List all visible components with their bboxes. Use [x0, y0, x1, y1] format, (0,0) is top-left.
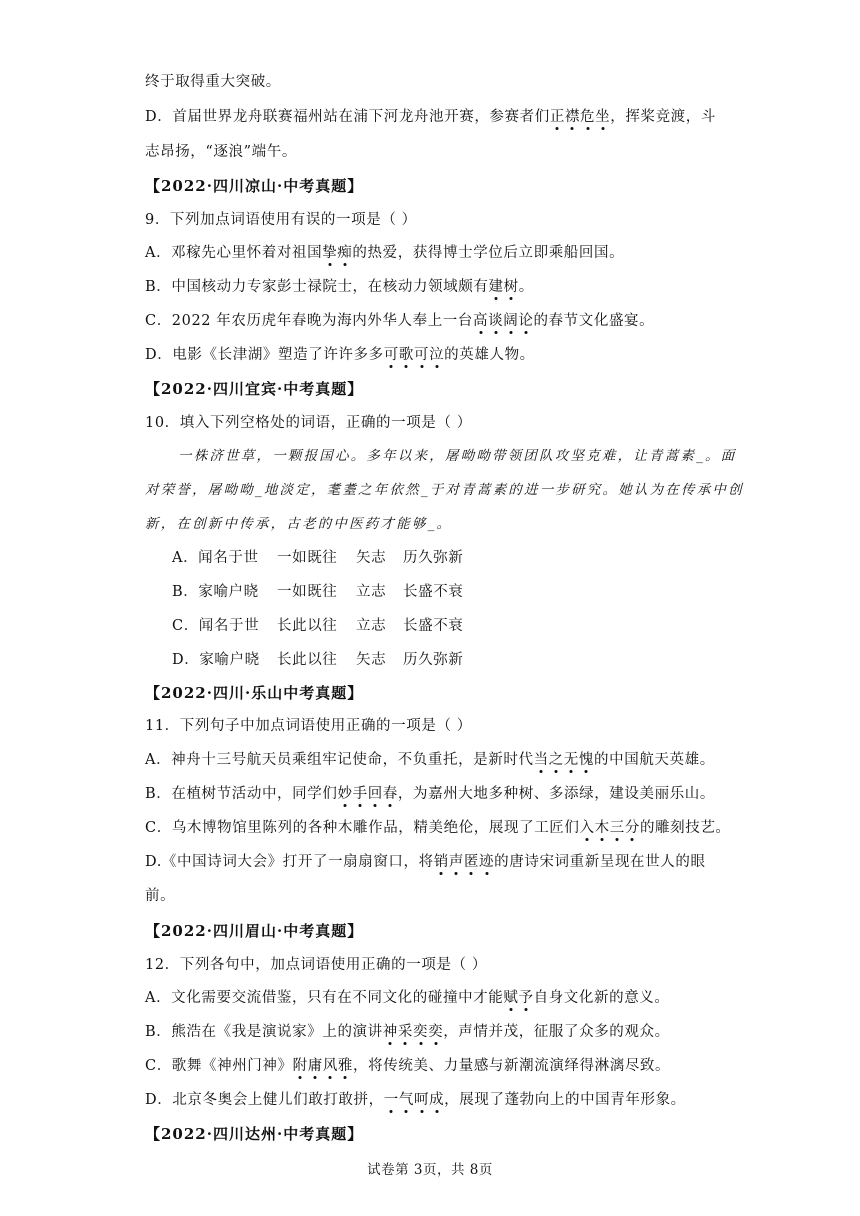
text-line [145, 1022, 670, 1042]
text-segment: 9．下列加点词语使用有误的一项是（ ） [145, 212, 417, 228]
emphasized-char: 愧 [578, 752, 595, 768]
emphasized-char: 奕 [428, 1024, 444, 1040]
text-segment: 【2022·四川凉山·中考真题】 [145, 177, 364, 195]
text-segment: 一株济世草，一颗报国心。多年以来，屠呦呦带领团队攻坚克难，让青蒿素_。面 [178, 448, 737, 464]
text-line [145, 480, 744, 500]
text-line [145, 750, 715, 770]
emphasized-char: 三 [609, 820, 625, 836]
emphasized-char: 论 [518, 313, 534, 329]
text-line [145, 107, 716, 127]
text-segment: A．神舟十三号航天员乘组牢记使命，不负重托，是新时代 [145, 752, 534, 768]
emphasized-char: 成 [429, 1092, 445, 1108]
text-segment: 对荣誉，屠呦呦_地淡定，耄耋之年依然_于对青蒿素的进一步研究。她认为在传承中创 [145, 482, 744, 498]
emphasized-char: 坐 [595, 109, 611, 125]
emphasized-char: 泣 [429, 347, 445, 363]
text-line [145, 818, 731, 838]
text-segment: D．首届世界龙舟联赛福州站在浦下河龙舟池开赛，参赛者们 [145, 109, 550, 125]
text-segment: 自身文化新的意义。 [533, 990, 670, 1006]
text-segment: A．邓稼先心里怀着对祖国 [145, 245, 323, 261]
text-line [145, 988, 670, 1008]
text-line [145, 277, 534, 297]
emphasized-char: 之 [548, 752, 564, 768]
text-segment: C．2022 年农历虎年春晚为海内外华人奉上一台 [145, 313, 474, 329]
text-segment: 。 [518, 279, 534, 295]
text-segment: D．北京冬奥会上健儿们敢打敢拼， [145, 1092, 384, 1108]
text-segment: C．乌木博物馆里陈列的各种木雕作品，精美绝伦，展现了工匠们 [145, 820, 580, 836]
text-line [145, 243, 624, 263]
text-segment: 的英雄人物。 [444, 347, 535, 363]
text-line [145, 345, 535, 365]
section-heading [145, 176, 363, 196]
text-segment: ，将传统美、力量感与新潮流演绎得淋漓尽致。 [353, 1058, 671, 1074]
text-line [145, 311, 654, 331]
emphasized-char: 襟 [564, 109, 581, 125]
text-segment: 的唐诗宋词重新呈现在世人的眼 [494, 854, 706, 870]
emphasized-char: 迹 [479, 854, 495, 870]
option-term: 长盛不衰 [403, 584, 464, 600]
text-segment: 【2022·四川宜宾·中考真题】 [145, 380, 364, 398]
option-term: 矢志 [356, 550, 387, 566]
emphasized-char: 危 [580, 109, 596, 125]
text-line [178, 446, 736, 466]
emphasized-char: 声 [448, 854, 464, 870]
emphasized-char: 春 [382, 786, 398, 802]
emphasized-char: 采 [397, 1024, 413, 1040]
emphasized-char: 建 [488, 279, 504, 295]
option-label: B．家喻户晓 [172, 584, 259, 600]
section-heading [145, 921, 363, 941]
text-segment: 志昂扬，“逐浪”端午。 [145, 144, 297, 160]
text-segment: 前。 [145, 888, 176, 904]
emphasized-char: 歌 [398, 347, 414, 363]
emphasized-char: 谈 [488, 313, 504, 329]
text-segment: D.《中国诗词大会》打开了一扇扇窗口，将 [145, 854, 434, 870]
emphasized-char: 赋 [503, 990, 519, 1006]
text-segment: 的热爱，获得博士学位后立即乘船回国。 [352, 245, 625, 261]
emphasized-char: 分 [624, 820, 640, 836]
option-label: D．家喻户晓 [172, 652, 260, 668]
text-line [145, 852, 706, 872]
text-segment: 的雕刻技艺。 [639, 820, 731, 836]
text-segment: 【2022·四川达州·中考真题】 [145, 1125, 364, 1143]
emphasized-char: 痴 [337, 245, 353, 261]
emphasized-char: 手 [352, 786, 368, 802]
text-segment: ，挥桨竞渡，斗 [610, 109, 716, 125]
emphasized-char: 妙 [337, 786, 353, 802]
text-segment: B．中国核动力专家彭士禄院士，在核动力领域颇有 [145, 279, 489, 295]
emphasized-char: 呵 [413, 1092, 430, 1108]
emphasized-char: 回 [367, 786, 383, 802]
option-label: C．闻名于世 [172, 618, 260, 634]
option-term: 长此以往 [277, 618, 338, 634]
text-segment: 【2022·四川·乐山中考真题】 [145, 684, 364, 702]
emphasized-char: 神 [382, 1024, 398, 1040]
text-line [145, 886, 175, 906]
section-heading [145, 683, 363, 703]
emphasized-char: 木 [594, 820, 610, 836]
emphasized-char: 风 [322, 1058, 338, 1074]
emphasized-char: 正 [549, 109, 565, 125]
option-term: 一如既往 [277, 584, 338, 600]
option-term: 长此以往 [277, 652, 338, 668]
option-term: 立志 [356, 618, 387, 634]
text-line [145, 784, 715, 804]
text-line [145, 1090, 686, 1110]
text-line [145, 1056, 670, 1076]
option-term: 矢志 [356, 652, 387, 668]
text-segment: 11．下列句子中加点词语使用正确的一项是（ ） [145, 718, 472, 734]
emphasized-char: 附 [292, 1058, 308, 1074]
question-stem [145, 716, 472, 736]
emphasized-char: 庸 [307, 1058, 323, 1074]
emphasized-char: 销 [433, 854, 449, 870]
text-segment: ，展现了蓬勃向上的中国青年形象。 [444, 1092, 686, 1108]
emphasized-char: 气 [398, 1092, 414, 1108]
emphasized-char: 高 [473, 313, 489, 329]
emphasized-char: 予 [518, 990, 534, 1006]
text-segment: 新，在创新中传承，古老的中医药才能够_。 [145, 516, 453, 532]
text-segment: C．歌舞《神州门神》 [145, 1058, 293, 1074]
text-line [145, 514, 452, 534]
text-segment: ，为嘉州大地多种树、多添绿，建设美丽乐山。 [397, 786, 716, 802]
emphasized-char: 树 [503, 279, 519, 295]
emphasized-char: 挚 [322, 245, 338, 261]
text-segment: B．熊浩在《我是演说家》上的演讲 [145, 1024, 383, 1040]
emphasized-char: 一 [383, 1092, 399, 1108]
emphasized-char: 当 [533, 752, 549, 768]
text-segment: 12．下列各句中，加点词语使用正确的一项是（ ） [145, 957, 487, 973]
emphasized-char: 雅 [337, 1058, 354, 1074]
text-segment: D．电影《长津湖》塑造了许许多多 [145, 347, 384, 363]
option-term: 长盛不衰 [403, 618, 464, 634]
text-line [145, 142, 297, 162]
section-heading [145, 1124, 363, 1144]
page-footer: 试卷第 3页，共 8页 [367, 1162, 493, 1178]
emphasized-char: 阔 [503, 313, 519, 329]
text-segment: ，声情并茂，征服了众多的观众。 [443, 1024, 670, 1040]
option-label: A．闻名于世 [172, 550, 259, 566]
section-heading [145, 379, 363, 399]
text-segment: 【2022·四川眉山·中考真题】 [145, 922, 364, 940]
text-segment: 终于取得重大突破。 [145, 74, 281, 90]
question-stem [145, 955, 487, 975]
option-term: 历久弥新 [403, 652, 464, 668]
text-line [145, 72, 281, 92]
emphasized-char: 奕 [412, 1024, 429, 1040]
emphasized-char: 匿 [463, 854, 480, 870]
emphasized-char: 可 [413, 347, 430, 363]
text-segment: 的春节文化盛宴。 [533, 313, 655, 329]
question-stem [145, 413, 472, 433]
emphasized-char: 可 [383, 347, 399, 363]
option-term: 历久弥新 [403, 550, 464, 566]
question-stem [145, 210, 417, 230]
option-term: 一如既往 [277, 550, 338, 566]
emphasized-char: 无 [563, 752, 579, 768]
text-segment: B．在植树节活动中，同学们 [145, 786, 338, 802]
option-term: 立志 [356, 584, 387, 600]
text-segment: 的中国航天英雄。 [594, 752, 715, 768]
text-segment: 10．填入下列空格处的词语，正确的一项是（ ） [145, 415, 472, 431]
text-segment: A．文化需要交流借鉴，只有在不同文化的碰撞中才能 [145, 990, 504, 1006]
emphasized-char: 入 [579, 820, 595, 836]
